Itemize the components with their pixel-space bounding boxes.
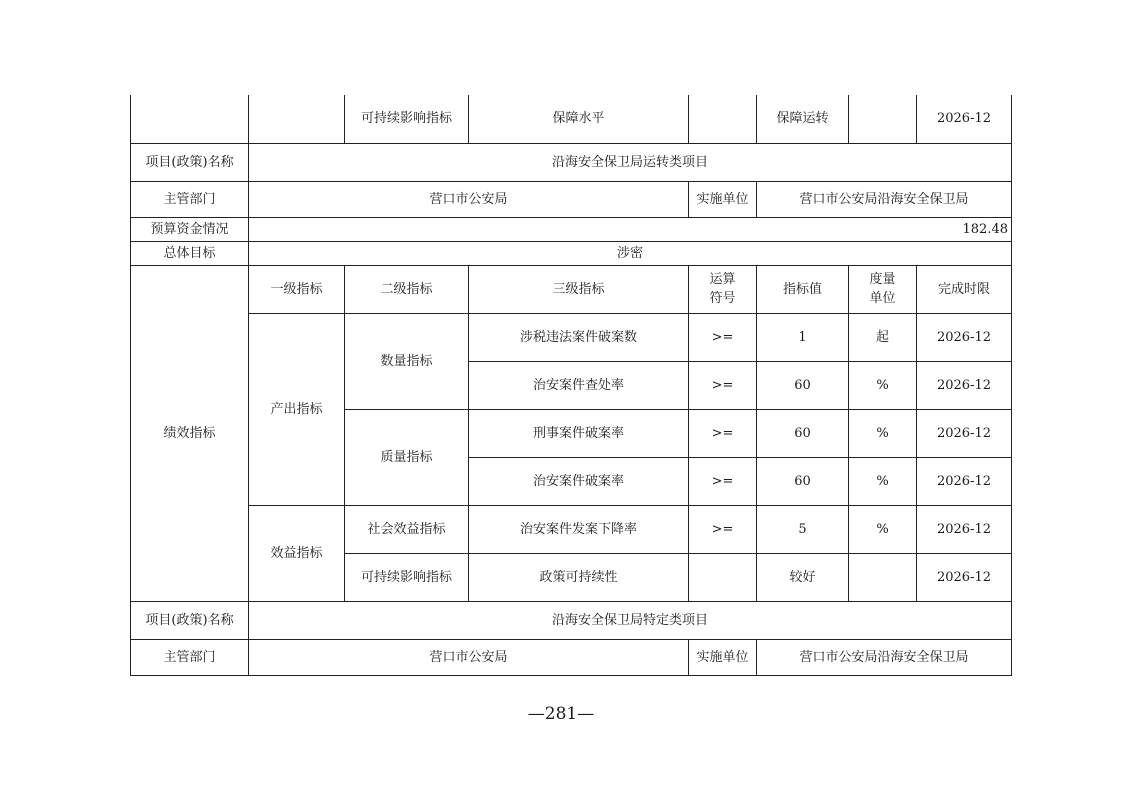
deadline-cell: 2026-12 — [917, 505, 1012, 553]
table-row — [131, 95, 1012, 143]
department-label: 主管部门 — [131, 181, 249, 217]
header-level2: 二级指标 — [345, 265, 469, 313]
operator-cell — [689, 95, 757, 143]
header-level1: 一级指标 — [249, 265, 345, 313]
header-value: 指标值 — [757, 265, 849, 313]
project-name-row — [131, 601, 1012, 639]
department-label: 主管部门 — [131, 639, 249, 675]
level2-cell: 可持续影响指标 — [345, 95, 469, 143]
department-value: 营口市公安局 — [249, 181, 689, 217]
department-value: 营口市公安局 — [249, 639, 689, 675]
level3-cell: 治安案件发案下降率 — [469, 505, 689, 553]
implementer-label: 实施单位 — [689, 181, 757, 217]
level3-cell: 涉税违法案件破案数 — [469, 313, 689, 361]
implementer-value: 营口市公安局沿海安全保卫局 — [757, 639, 1012, 675]
department-row — [131, 639, 1012, 675]
group-social: 社会效益指标 — [345, 505, 469, 553]
project-name: 沿海安全保卫局特定类项目 — [249, 601, 1012, 639]
operator-cell: >= — [689, 457, 757, 505]
value-cell: 5 — [757, 505, 849, 553]
unit-cell: % — [849, 457, 917, 505]
operator-cell: >= — [689, 409, 757, 457]
performance-table — [130, 95, 1012, 676]
group-quantity: 数量指标 — [345, 313, 469, 409]
table-row — [131, 313, 1012, 361]
group-sustain: 可持续影响指标 — [345, 553, 469, 601]
project-name-row — [131, 143, 1012, 181]
unit-cell — [849, 553, 917, 601]
budget-label: 预算资金情况 — [131, 217, 249, 241]
group-benefit: 效益指标 — [249, 505, 345, 601]
header-operator: 运算 符号 — [689, 265, 757, 313]
level3-cell: 刑事案件破案率 — [469, 409, 689, 457]
group-output: 产出指标 — [249, 313, 345, 505]
value-cell: 60 — [757, 457, 849, 505]
budget-value: 182.48 — [249, 217, 1012, 241]
level3-cell: 政策可持续性 — [469, 553, 689, 601]
goal-value: 涉密 — [249, 241, 1012, 265]
unit-cell — [849, 95, 917, 143]
deadline-cell: 2026-12 — [917, 457, 1012, 505]
deadline-cell: 2026-12 — [917, 553, 1012, 601]
value-cell: 较好 — [757, 553, 849, 601]
unit-cell: 起 — [849, 313, 917, 361]
level3-cell: 治安案件查处率 — [469, 361, 689, 409]
operator-cell — [689, 553, 757, 601]
project-name-label: 项目(政策)名称 — [131, 601, 249, 639]
level3-cell: 治安案件破案率 — [469, 457, 689, 505]
goal-label: 总体目标 — [131, 241, 249, 265]
table-row — [131, 505, 1012, 553]
deadline-cell: 2026-12 — [917, 313, 1012, 361]
header-row — [131, 265, 1012, 313]
budget-row — [131, 217, 1012, 241]
deadline-cell: 2026-12 — [917, 409, 1012, 457]
implementer-value: 营口市公安局沿海安全保卫局 — [757, 181, 1012, 217]
operator-cell: >= — [689, 313, 757, 361]
header-level3: 三级指标 — [469, 265, 689, 313]
project-name: 沿海安全保卫局运转类项目 — [249, 143, 1012, 181]
unit-cell: % — [849, 409, 917, 457]
unit-cell: % — [849, 505, 917, 553]
value-cell: 60 — [757, 409, 849, 457]
empty-cell — [131, 95, 249, 143]
page-number: —281— — [527, 704, 595, 724]
goal-row — [131, 241, 1012, 265]
implementer-label: 实施单位 — [689, 639, 757, 675]
department-row — [131, 181, 1012, 217]
empty-cell — [249, 95, 345, 143]
group-quality: 质量指标 — [345, 409, 469, 505]
level3-cell: 保障水平 — [469, 95, 689, 143]
header-unit: 度量 单位 — [849, 265, 917, 313]
operator-cell: >= — [689, 505, 757, 553]
unit-cell: % — [849, 361, 917, 409]
deadline-cell: 2026-12 — [917, 95, 1012, 143]
project-name-label: 项目(政策)名称 — [131, 143, 249, 181]
value-cell: 保障运转 — [757, 95, 849, 143]
value-cell: 1 — [757, 313, 849, 361]
header-deadline: 完成时限 — [917, 265, 1012, 313]
deadline-cell: 2026-12 — [917, 361, 1012, 409]
operator-cell: >= — [689, 361, 757, 409]
value-cell: 60 — [757, 361, 849, 409]
performance-label: 绩效指标 — [131, 265, 249, 601]
